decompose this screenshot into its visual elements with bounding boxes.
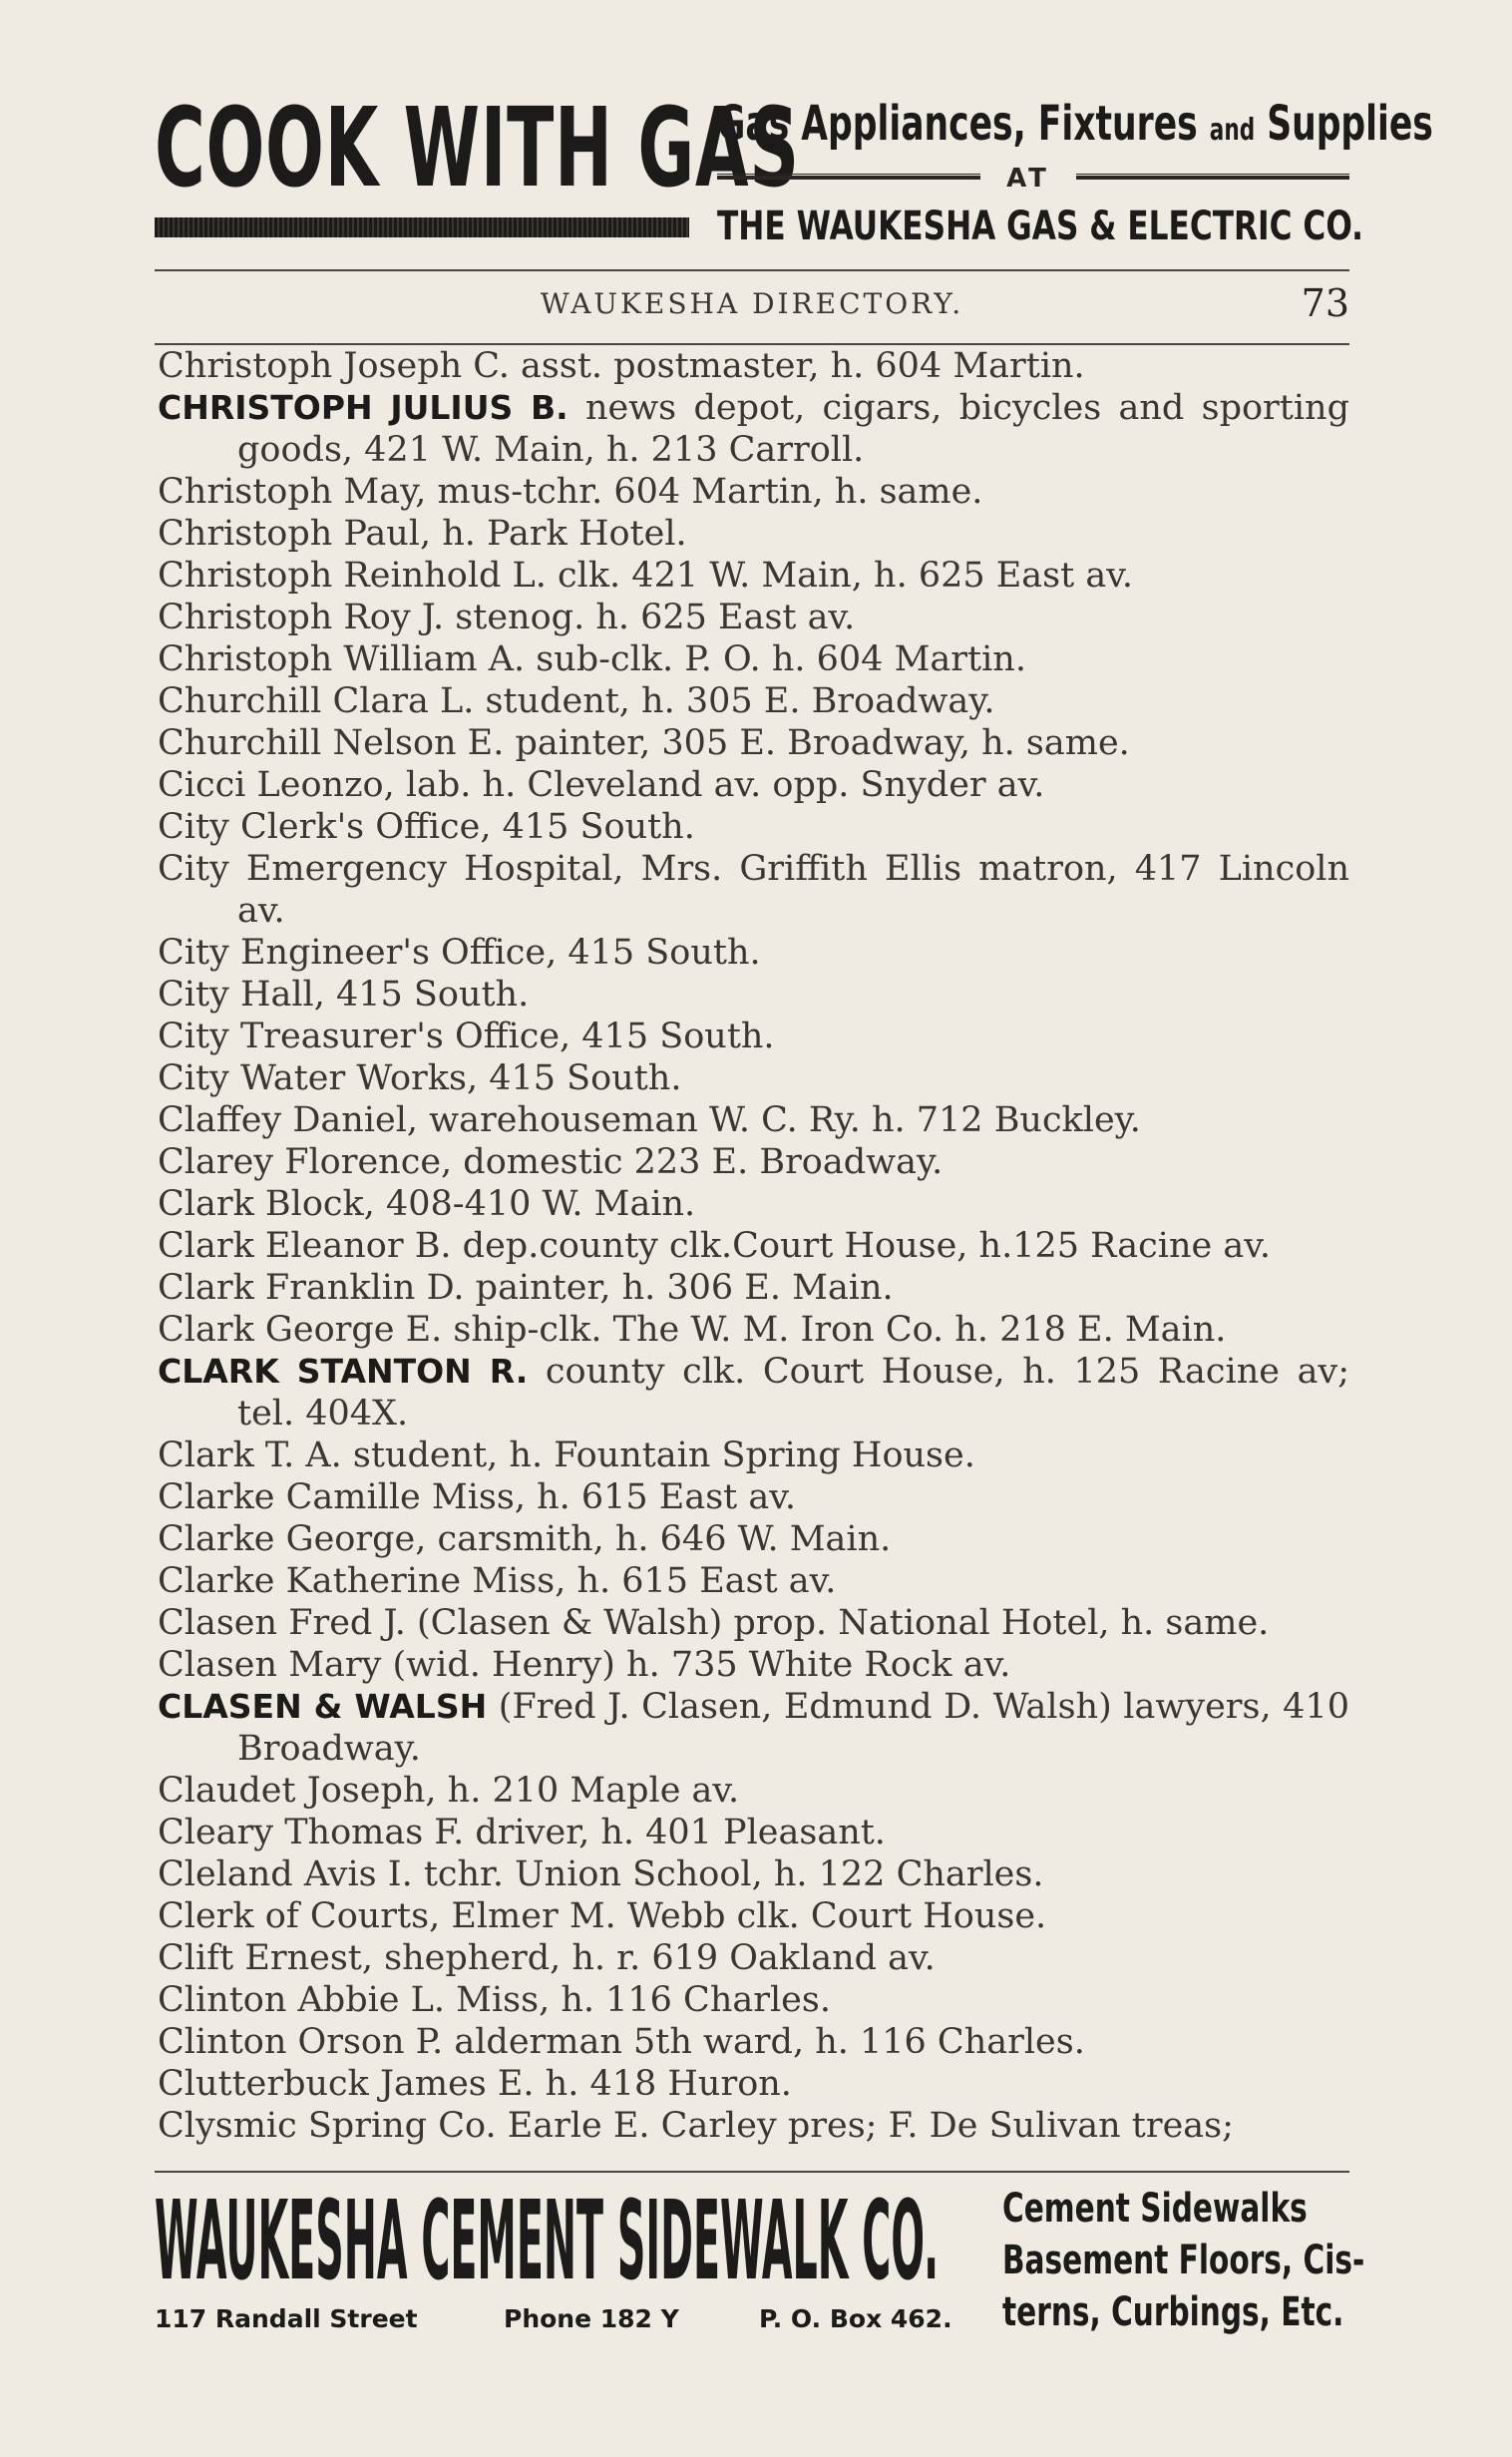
entry-details: (Fred J. Clasen, Edmund D. Walsh) lawyers, 410 Broadway.	[237, 1687, 1349, 1769]
entry-name: Clark	[158, 1184, 254, 1224]
entry-details: Orson P. alderman 5th ward, h. 116 Charles.	[286, 2022, 1085, 2062]
entry-name: Clutterbuck	[158, 2064, 369, 2104]
entry-details: Joseph C. asst. postmaster, h. 604 Martin.	[332, 346, 1085, 386]
entry-details: Clerk's Office, 415 South.	[228, 807, 695, 847]
gas-products-and: and	[1209, 113, 1256, 148]
directory-entry	[158, 1099, 1349, 1141]
entry-details: Treasurer's Office, 415 South.	[228, 1017, 775, 1056]
directory-entry	[158, 1937, 1349, 1979]
entry-name: Clasen	[158, 1603, 278, 1643]
directory-entry	[158, 1644, 1349, 1686]
cement-service-line: Cement Sidewalks	[1002, 2186, 1308, 2232]
directory-entry	[158, 1518, 1349, 1560]
entry-details: Fred J. (Clasen & Walsh) prop. National Hotel, h. same.	[277, 1603, 1270, 1643]
entry-name: Claffey	[158, 1100, 282, 1140]
entry-details: Daniel, warehouseman W. C. Ry. h. 712 Buckley.	[281, 1100, 1141, 1140]
entry-details: of Courts, Elmer M. Webb clk. Court House.	[253, 1896, 1047, 1936]
entry-details: Abbie L. Miss, h. 116 Charles.	[286, 1980, 831, 2020]
directory-entry	[158, 597, 1349, 638]
entry-name: City	[158, 807, 229, 847]
directory-entry	[158, 513, 1349, 555]
directory-entries	[158, 345, 1349, 2147]
directory-entry	[158, 1141, 1349, 1183]
entry-name: Churchill	[158, 681, 322, 721]
cement-service-line: Basement Floors, Cis-	[1002, 2238, 1365, 2283]
entry-name: Christoph	[158, 472, 333, 512]
entry-details: May, mus-tchr. 604 Martin, h. same.	[332, 472, 983, 512]
directory-entry	[158, 1225, 1349, 1267]
directory-entry	[158, 638, 1349, 680]
directory-entry	[158, 1267, 1349, 1309]
entry-details: news depot, cigars, bicycles and sporting goods, 421 W. Main, h. 213 Carroll.	[237, 388, 1349, 470]
entry-details: James E. h. 418 Huron.	[368, 2064, 792, 2104]
entry-details: Franklin D. painter, h. 306 E. Main.	[253, 1268, 894, 1308]
entry-details: Reinhold L. clk. 421 W. Main, h. 625 East av.	[332, 556, 1133, 596]
gas-company-advertisement	[155, 84, 1433, 257]
entry-name: Christoph	[158, 598, 333, 637]
directory-entry	[158, 680, 1349, 722]
entry-details: Thomas F. driver, h. 401 Pleasant.	[273, 1813, 886, 1852]
entry-details: county clk. Court House, h. 125 Racine av; tel. 404X.	[237, 1352, 1349, 1433]
directory-entry	[158, 806, 1349, 848]
directory-entry	[158, 345, 1349, 387]
directory-entry	[158, 1770, 1349, 1812]
directory-entry	[158, 387, 1349, 471]
directory-entry	[158, 1434, 1349, 1476]
entry-name: Clinton	[158, 2022, 287, 2062]
entry-details: George, carsmith, h. 646 W. Main.	[274, 1519, 892, 1559]
entry-name: Cleary	[158, 1813, 274, 1852]
directory-entry	[158, 1602, 1349, 1644]
directory-title: WAUKESHA DIRECTORY.	[540, 287, 964, 320]
at-rule-left	[717, 174, 980, 180]
gas-products-text-a: Gas Appliances, Fixtures	[717, 96, 1210, 152]
directory-entry	[158, 1016, 1349, 1057]
entry-name: Cleland	[158, 1854, 293, 1894]
directory-entry	[158, 555, 1349, 597]
entry-name: Christoph	[158, 346, 333, 386]
headline-underline-bar	[155, 217, 689, 237]
entry-details: Florence, domestic 223 E. Broadway.	[273, 1142, 944, 1182]
at-label: AT	[1006, 164, 1050, 194]
at-rule-right	[1076, 174, 1349, 180]
entry-name: Clysmic	[158, 2106, 297, 2146]
directory-entry	[158, 974, 1349, 1016]
cement-street-address: 117 Randall Street	[155, 2304, 418, 2333]
directory-entry	[158, 2021, 1349, 2063]
entry-name: Clinton	[158, 1980, 287, 2020]
directory-entry	[158, 2063, 1349, 2105]
entry-name: Claudet	[158, 1771, 296, 1811]
entry-name: Christoph	[158, 514, 333, 554]
directory-entry	[158, 932, 1349, 974]
entry-name: Clarke	[158, 1477, 275, 1517]
directory-entry	[158, 1057, 1349, 1099]
entry-name: Christoph	[158, 556, 333, 596]
entry-details: Mary (wid. Henry) h. 735 White Rock av.	[277, 1645, 1011, 1685]
entry-name: Clarke	[158, 1561, 275, 1601]
entry-name: Cicci	[158, 765, 246, 805]
page-number: 73	[1301, 281, 1349, 325]
header-rule-top	[155, 269, 1349, 271]
entry-name: Clasen	[158, 1645, 278, 1685]
entry-details: Roy J. stenog. h. 625 East av.	[332, 598, 856, 637]
cement-company-contact	[155, 2302, 982, 2336]
entry-name: Clark	[158, 1310, 254, 1350]
entry-name: Clift	[158, 1938, 234, 1978]
entry-name: Clerk	[158, 1896, 254, 1936]
entry-details: Block, 408-410 W. Main.	[253, 1184, 696, 1224]
entry-details: Camille Miss, h. 615 East av.	[274, 1477, 796, 1517]
entry-details: Eleanor B. dep.county clk.Court House, h.125 Racine av.	[253, 1226, 1271, 1266]
cement-company-name: WAUKESHA CEMENT SIDEWALK CO.	[155, 2177, 940, 2304]
entry-name: Clarke	[158, 1519, 275, 1559]
cook-with-gas-headline: COOK WITH GAS	[155, 84, 800, 211]
entry-details: Ernest, shepherd, h. r. 619 Oakland av.	[233, 1938, 936, 1978]
entry-name: Churchill	[158, 723, 322, 763]
directory-entry	[158, 722, 1349, 764]
gas-company-name: THE WAUKESHA GAS & ELECTRIC CO.	[717, 204, 1364, 249]
directory-entry	[158, 1853, 1349, 1895]
entry-details: Hall, 415 South.	[228, 975, 530, 1015]
gas-products-text-b: Supplies	[1255, 96, 1433, 152]
directory-entry	[158, 1309, 1349, 1351]
entry-details: Engineer's Office, 415 South.	[228, 933, 761, 973]
entry-name: City	[158, 849, 229, 889]
entry-details: William A. sub-clk. P. O. h. 604 Martin.	[332, 639, 1026, 679]
entry-name: Christoph	[158, 639, 333, 679]
entry-details: Leonzo, lab. h. Cleveland av. opp. Snyder av.	[245, 765, 1045, 805]
entry-name: CLARK STANTON R.	[158, 1352, 529, 1391]
directory-entry	[158, 1686, 1349, 1770]
running-header	[155, 281, 1349, 327]
entry-details: T. A. student, h. Fountain Spring House.	[253, 1435, 975, 1475]
directory-entry	[158, 2105, 1349, 2147]
gas-ad-details	[717, 88, 1433, 249]
directory-entry	[158, 848, 1349, 932]
entry-name: City	[158, 1017, 229, 1056]
entry-details: Joseph, h. 210 Maple av.	[295, 1771, 740, 1811]
directory-entry	[158, 1812, 1349, 1853]
directory-entry	[158, 1476, 1349, 1518]
entry-details: Emergency Hospital, Mrs. Griffith Ellis matron, 417 Lincoln av.	[228, 849, 1349, 931]
entry-name: City	[158, 975, 229, 1015]
entry-name: CHRISTOPH JULIUS B.	[158, 388, 568, 427]
entry-details: George E. ship-clk. The W. M. Iron Co. h. 218 E. Main.	[253, 1310, 1227, 1350]
entry-details: Paul, h. Park Hotel.	[332, 514, 687, 554]
gas-products-line	[717, 96, 1433, 152]
entry-name: Clark	[158, 1226, 254, 1266]
cement-services-list	[1002, 2183, 1365, 2338]
footer-rule	[155, 2171, 1349, 2173]
entry-details: Water Works, 415 South.	[228, 1058, 682, 1098]
entry-name: City	[158, 933, 229, 973]
directory-entry	[158, 1351, 1349, 1434]
entry-name: City	[158, 1058, 229, 1098]
entry-name: Clark	[158, 1268, 254, 1308]
directory-entry	[158, 1979, 1349, 2021]
entry-name: Clark	[158, 1435, 254, 1475]
cement-service-line: terns, Curbings, Etc.	[1002, 2289, 1344, 2335]
cement-company-advertisement	[155, 2177, 1365, 2340]
entry-name: Clarey	[158, 1142, 274, 1182]
entry-details: Spring Co. Earle E. Carley pres; F. De Sulivan treas;	[296, 2106, 1234, 2146]
directory-entry	[158, 764, 1349, 806]
entry-details: Katherine Miss, h. 615 East av.	[274, 1561, 837, 1601]
cement-phone: Phone 182 Y	[504, 2304, 679, 2333]
at-divider	[717, 164, 1349, 194]
entry-details: Clara L. student, h. 305 E. Broadway.	[321, 681, 995, 721]
cement-po-box: P. O. Box 462.	[759, 2304, 952, 2333]
directory-entry	[158, 471, 1349, 513]
entry-details: Avis I. tchr. Union School, h. 122 Charles.	[292, 1854, 1044, 1894]
entry-name: CLASEN & WALSH	[158, 1687, 488, 1726]
directory-entry	[158, 1183, 1349, 1225]
directory-entry	[158, 1895, 1349, 1937]
directory-entry	[158, 1560, 1349, 1602]
entry-details: Nelson E. painter, 305 E. Broadway, h. same.	[321, 723, 1130, 763]
